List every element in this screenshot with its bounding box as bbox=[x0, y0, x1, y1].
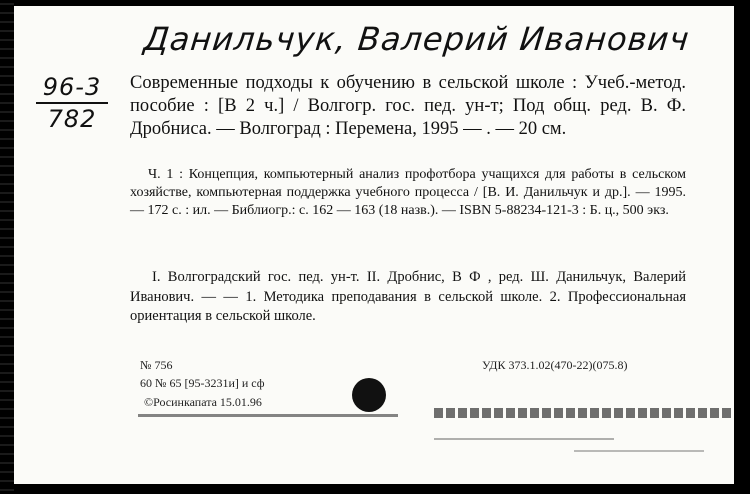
shelfmark bbox=[36, 72, 108, 134]
catalog-card bbox=[14, 6, 734, 484]
shelfmark-top: 96-3 bbox=[36, 72, 108, 104]
chamber-line: ©Росинкапата 15.01.96 bbox=[144, 395, 262, 409]
tracings-text: I. Волгоградский гос. пед. ун-т. II. Дробнис, В Ф , ред. Ш. Данильчук, Валерий Иванович. — — 1. Методика преподавания в сельской школе. 2. Профессиональная ориентация в сельской школе. bbox=[130, 269, 686, 324]
tracings bbox=[130, 268, 686, 327]
print-smudge bbox=[434, 408, 734, 418]
card-number: № 756 bbox=[140, 358, 173, 372]
order-line: 60 № 65 [95-3231и] и сф bbox=[140, 376, 265, 390]
ink-blot bbox=[352, 378, 386, 412]
shelfmark-bottom: 782 bbox=[47, 105, 97, 133]
print-smudge bbox=[574, 450, 704, 452]
handwritten-author: Данильчук, Валерий Иванович bbox=[142, 20, 692, 58]
volume-entry bbox=[130, 166, 686, 220]
print-smudge bbox=[138, 414, 398, 417]
udc-code: УДК 373.1.02(470-22)(075.8) bbox=[482, 358, 628, 372]
main-entry: Современные подходы к обучению в сельской школе : Учеб.-метод. пособие : [В 2 ч.] / Волгогр. гос. пед. ун-т; Под общ. ред. В. Ф. Дробниса. — Волгоград : Перемена, 1995 — . — 20 см. bbox=[130, 73, 686, 139]
print-smudge bbox=[434, 438, 614, 440]
volume-entry-text: Ч. 1 : Концепция, компьютерный анализ профотбора учащихся для работы в сельском хозяйстве, компьютерная поддержка учебного процесса / [В. И. Данильчук и др.]. — 1995. — 172 с. : ил. — Библиогр.: с. 162 — 163 (18 назв.). — ISBN 5-88234-121-3 : Б. ц., 500 экз. bbox=[130, 167, 686, 218]
scan-edge bbox=[0, 0, 14, 494]
